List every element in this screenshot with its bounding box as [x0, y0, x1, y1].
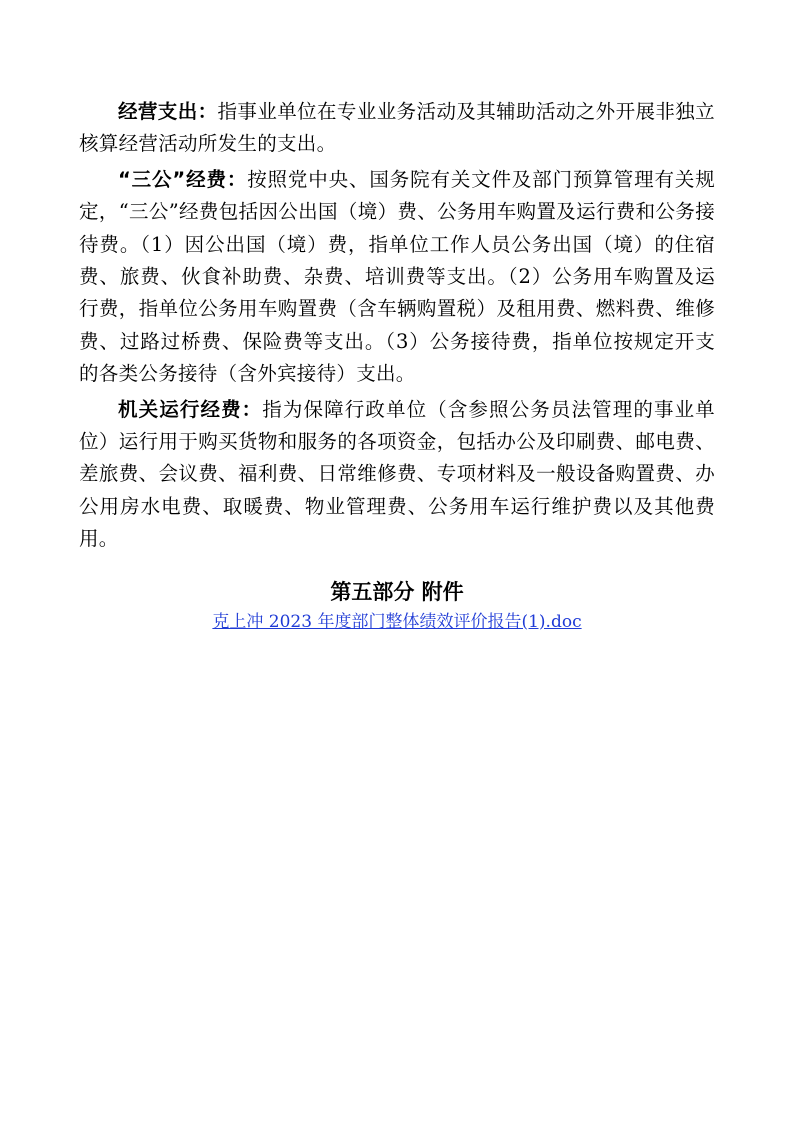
definition-text: 按照党中央、国务院有关文件及部门预算管理有关规定，“三公”经费包括因公出国（境）费、公务用车购置及运行费和公务接待费。（1）因公出国（境）费，指单位工作人员公务出国（境）的住宿费、旅费、伙食补助费、杂费、培训费等支出。（2）公务用车购置及运行费，指单位公务用车购置费（含车辆购置税）及租用费、燃料费、维修费、过路过桥费、保险费等支出。（3）公务接待费，指单位按规定开支的各类公务接待（含外宾接待）支出。	[79, 168, 715, 385]
definition-agency-operating-funds	[79, 394, 715, 555]
definition-operating-expenses	[79, 96, 715, 161]
document-page	[79, 96, 715, 634]
attachment-row	[79, 610, 715, 634]
definition-term: 机关运行经费：	[118, 397, 263, 421]
definition-term: “三公”经费：	[118, 168, 248, 192]
attachment-link[interactable]: 克上冲 2023 年度部门整体绩效评价报告(1).doc	[212, 612, 582, 633]
definition-text: 指事业单位在专业业务活动及其辅助活动之外开展非独立核算经营活动所发生的支出。	[79, 100, 715, 156]
section-title: 第五部分 附件	[330, 580, 464, 605]
definition-text: 指为保障行政单位（含参照公务员法管理的事业单位）运行用于购买货物和服务的各项资金，包括办公及印刷费、邮电费、差旅费、会议费、福利费、日常维修费、专项材料及一般设备购置费、办公用房水电费、取暖费、物业管理费、公务用车运行维护费以及其他费用。	[79, 397, 715, 550]
definition-three-public-expenses	[79, 164, 715, 390]
definition-term: 经营支出：	[118, 100, 218, 123]
